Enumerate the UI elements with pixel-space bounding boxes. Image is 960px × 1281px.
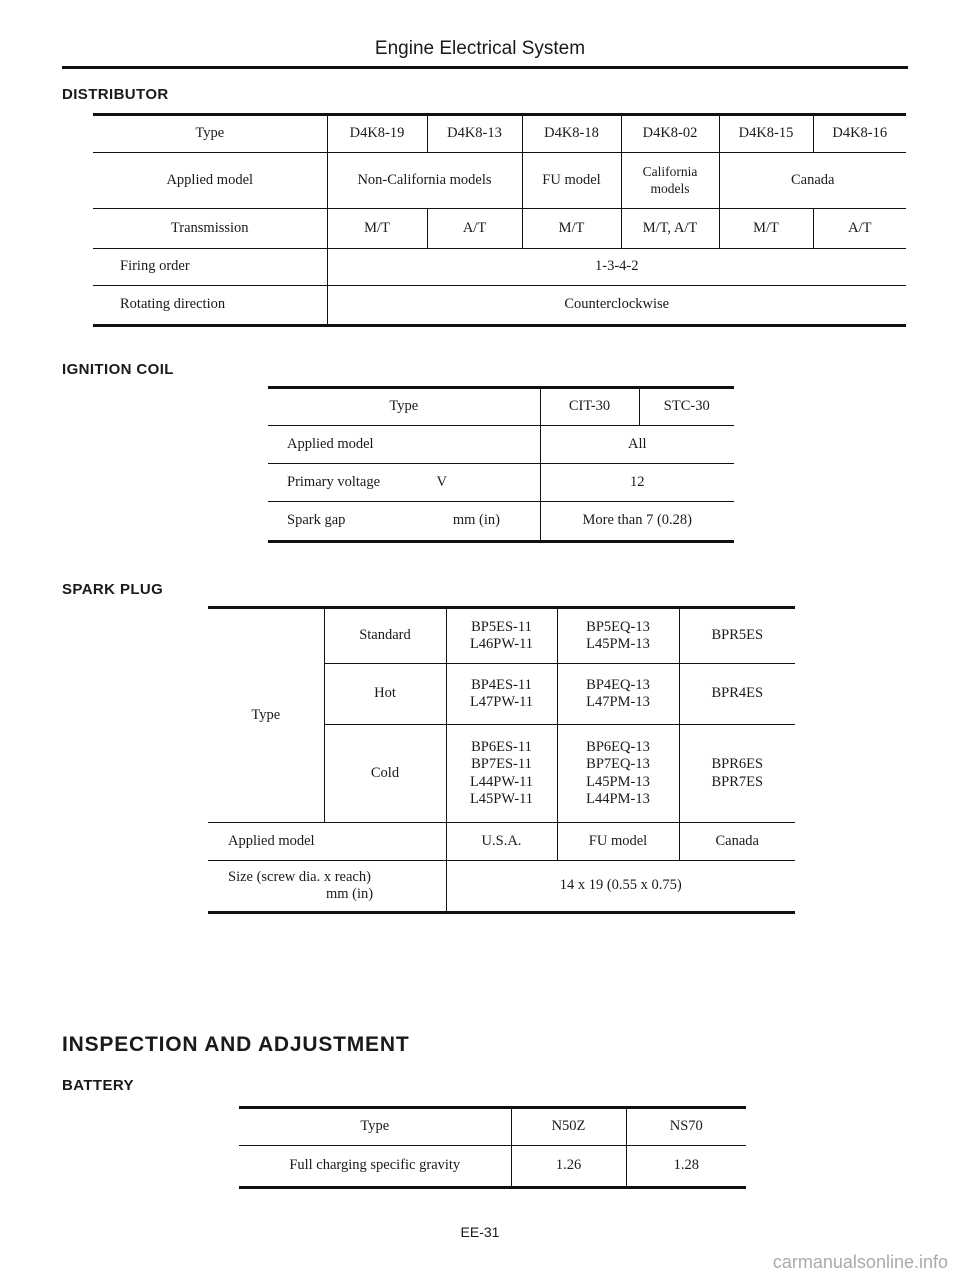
spark-standard-usa: BP5ES-11 L46PW-11 (446, 608, 557, 664)
distributor-rotating-label: Rotating direction (120, 296, 226, 313)
header-rule (62, 66, 908, 69)
spark-hot-fu: BP4EQ-13 L47PM-13 (557, 664, 679, 725)
distributor-type-5: D4K8-15 (719, 115, 813, 153)
ignition-applied-value: All (540, 426, 734, 464)
distributor-applied-label: Applied model (166, 171, 254, 188)
spark-cold-fu: BP6EQ-13 BP7EQ-13 L45PM-13 L44PM-13 (557, 725, 679, 823)
distributor-type-2: D4K8-13 (427, 115, 522, 153)
distributor-applied-noncalifornia: Non-California models (327, 153, 522, 209)
ignition-spark-label: Spark gap (287, 512, 346, 529)
distributor-transmission-5: M/T (719, 209, 813, 249)
spark-applied-canada: Canada (679, 823, 795, 861)
distributor-type-3: D4K8-18 (522, 115, 621, 153)
distributor-transmission-2: A/T (427, 209, 522, 249)
spark-size-unit: mm (in) (326, 886, 374, 902)
distributor-applied-canada: Canada (719, 153, 906, 209)
distributor-transmission-3: M/T (522, 209, 621, 249)
watermark: carmanualsonline.info (772, 1252, 948, 1272)
ignition-spark-unit: mm (in) (452, 512, 500, 529)
ignition-primary-unit: V (436, 473, 447, 490)
spark-plug-heading: SPARK PLUG (62, 581, 164, 598)
battery-heading: BATTERY (62, 1077, 134, 1094)
spark-hot-usa: BP4ES-11 L47PW-11 (446, 664, 557, 725)
ignition-applied-label: Applied model (287, 435, 374, 452)
spark-applied-usa: U.S.A. (446, 823, 557, 861)
battery-gravity-label: Full charging specific gravity (289, 1157, 461, 1174)
distributor-type-6: D4K8-16 (813, 115, 906, 153)
battery-type-label: Type (360, 1118, 390, 1135)
distributor-rotating-direction: Counterclockwise (327, 286, 906, 326)
battery-type-2: NS70 (626, 1108, 746, 1146)
distributor-firing-order: 1-3-4-2 (327, 249, 906, 286)
ignition-type-label: Type (389, 398, 419, 415)
distributor-transmission-4: M/T, A/T (621, 209, 719, 249)
spark-standard-label: Standard (324, 608, 446, 664)
distributor-type-label: Type (195, 125, 225, 142)
distributor-applied-fu: FU model (522, 153, 621, 209)
spark-plug-table (208, 606, 795, 914)
spark-cold-canada: BPR6ES BPR7ES (679, 725, 795, 823)
spark-standard-fu: BP5EQ-13 L45PM-13 (557, 608, 679, 664)
spark-size-label: Size (screw dia. x reach) (228, 868, 371, 885)
ignition-primary-value: 12 (540, 464, 734, 502)
distributor-firing-label: Firing order (120, 258, 190, 275)
battery-gravity-1: 1.26 (511, 1146, 626, 1188)
battery-gravity-2: 1.28 (626, 1146, 746, 1188)
ignition-spark-value: More than 7 (0.28) (540, 502, 734, 542)
ignition-coil-heading: IGNITION COIL (62, 361, 174, 378)
distributor-heading: DISTRIBUTOR (62, 86, 169, 103)
distributor-applied-california: California models (621, 153, 719, 209)
spark-hot-canada: BPR4ES (679, 664, 795, 725)
distributor-transmission-6: A/T (813, 209, 906, 249)
spark-cold-usa: BP6ES-11 BP7ES-11 L44PW-11 L45PW-11 (446, 725, 557, 823)
ignition-type-2: STC-30 (639, 388, 734, 426)
spark-applied-fu: FU model (557, 823, 679, 861)
distributor-transmission-label: Transmission (170, 219, 249, 236)
distributor-transmission-1: M/T (327, 209, 427, 249)
page-header-title: Engine Electrical System (374, 38, 586, 59)
spark-hot-label: Hot (324, 664, 446, 725)
spark-standard-canada: BPR5ES (679, 608, 795, 664)
ignition-coil-table (268, 386, 734, 543)
inspection-heading: INSPECTION AND ADJUSTMENT (62, 1033, 410, 1056)
spark-applied-label: Applied model (228, 832, 315, 849)
distributor-type-4: D4K8-02 (621, 115, 719, 153)
ignition-primary-label: Primary voltage (287, 473, 381, 490)
distributor-type-1: D4K8-19 (327, 115, 427, 153)
distributor-table (93, 113, 906, 327)
spark-cold-label: Cold (324, 725, 446, 823)
spark-size-value: 14 x 19 (0.55 x 0.75) (446, 861, 795, 913)
battery-type-1: N50Z (511, 1108, 626, 1146)
page-number: EE-31 (460, 1224, 500, 1240)
battery-table (239, 1106, 746, 1189)
ignition-type-1: CIT-30 (540, 388, 639, 426)
spark-type-label: Type (251, 706, 281, 723)
